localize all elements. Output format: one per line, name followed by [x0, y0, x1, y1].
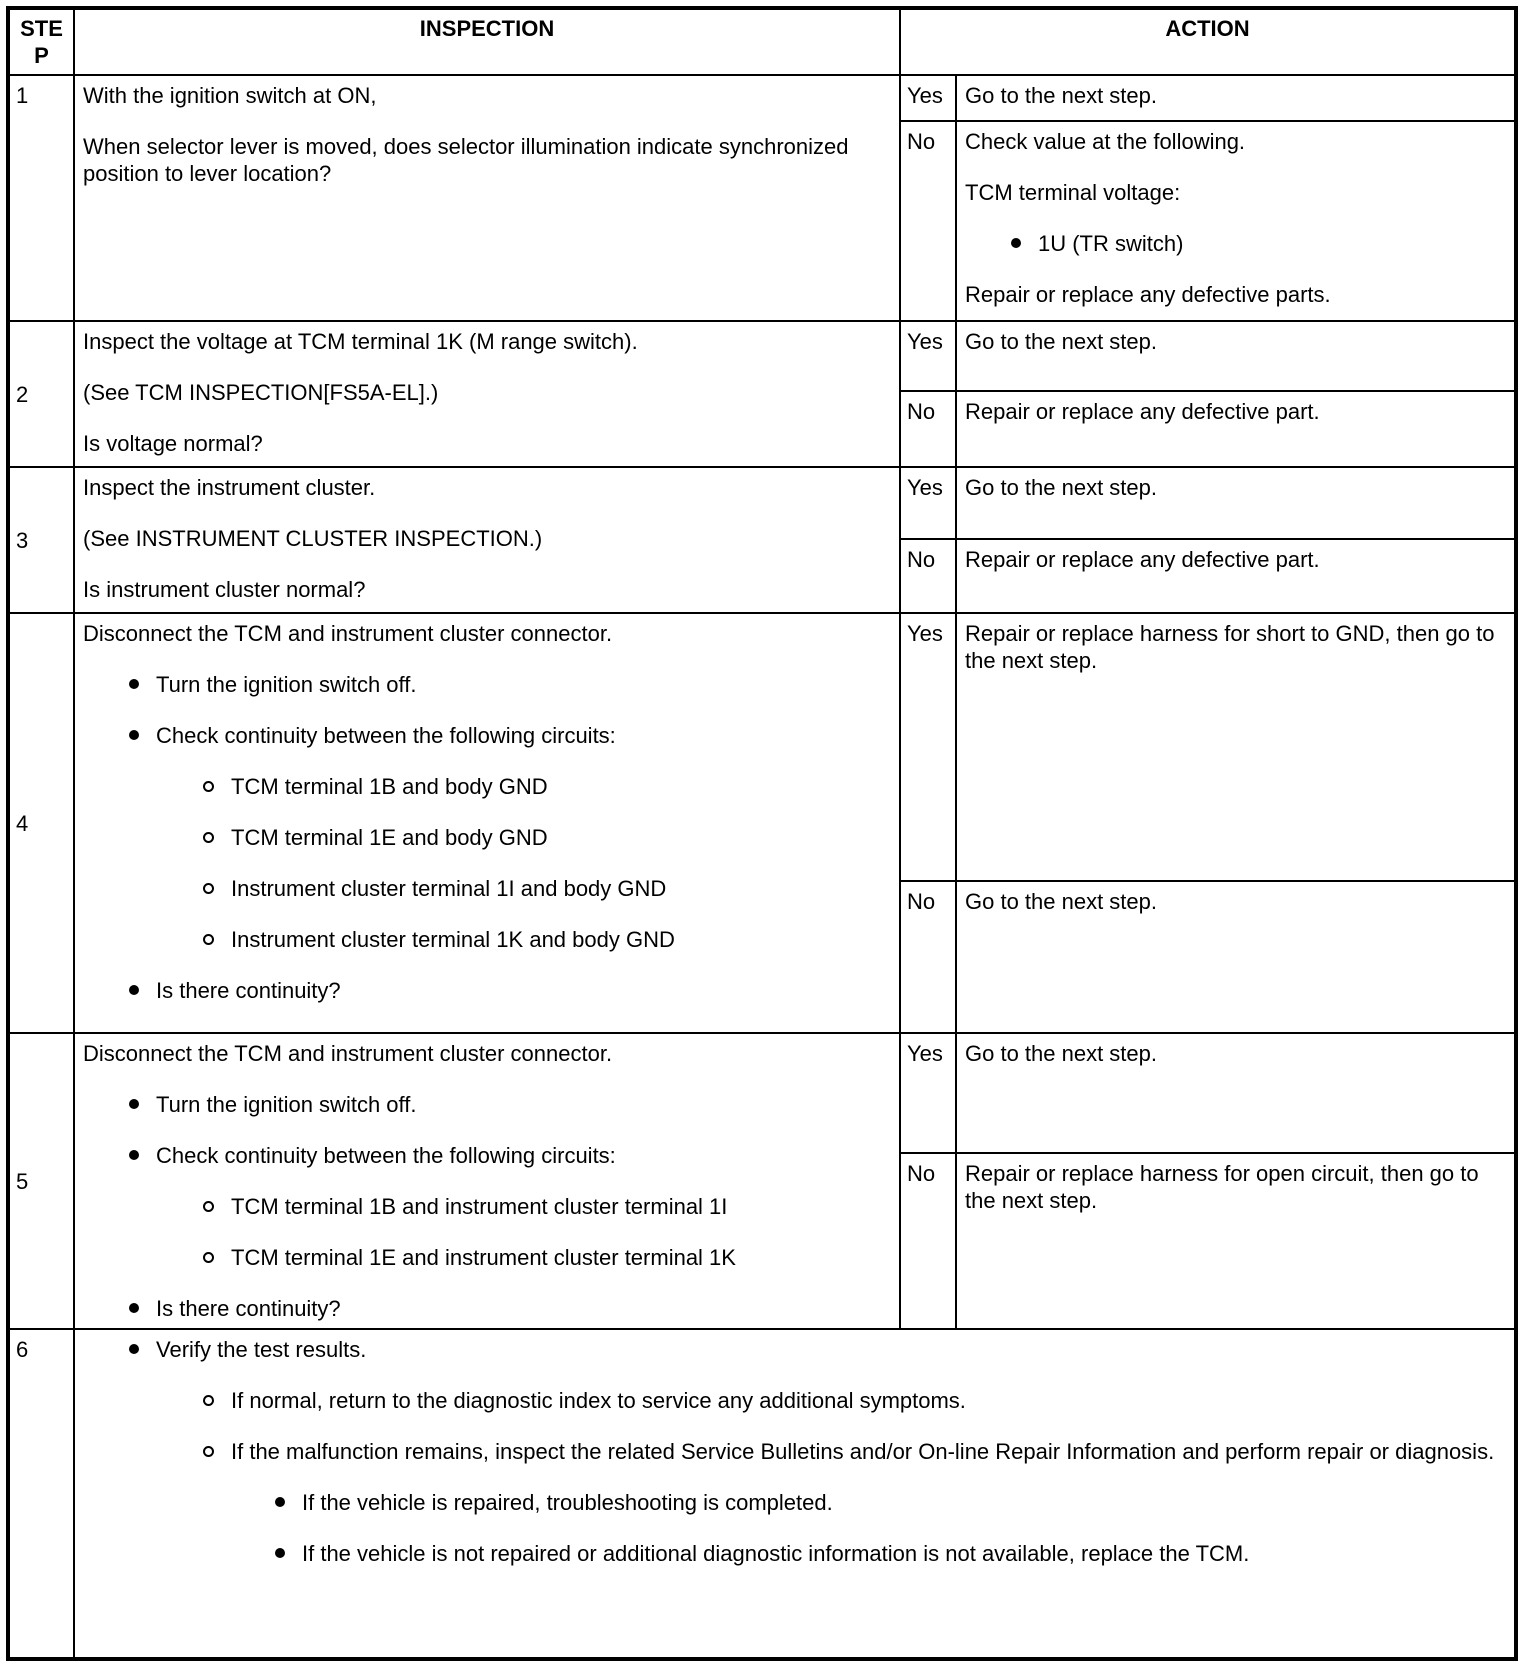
inspection-content — [83, 620, 891, 1004]
yes-action-content — [965, 474, 1506, 501]
inspection-cell — [74, 467, 900, 613]
inspection-bullet-item — [83, 926, 891, 953]
inspection-text: Is there continuity? — [156, 978, 341, 1003]
troubleshooting-table — [6, 6, 1518, 1661]
no-action-bullet-item — [965, 230, 1506, 257]
no-label-cell: No — [900, 391, 956, 467]
step-row-yes — [8, 613, 1516, 881]
no-action-text: Repair or replace any defective part. — [965, 399, 1320, 424]
filled-bullet-icon — [129, 679, 139, 689]
header-action: ACTION — [900, 8, 1516, 75]
no-action-cell — [956, 881, 1516, 1033]
no-action-content — [965, 1160, 1506, 1214]
inspection-content — [83, 82, 891, 187]
inspection-bullet-item — [83, 977, 891, 1004]
table-header — [8, 8, 1516, 75]
filled-bullet-icon — [129, 1344, 139, 1354]
inspection-text: Turn the ignition switch off. — [156, 672, 417, 697]
no-action-text: TCM terminal voltage: — [965, 180, 1181, 205]
no-label-cell: No — [900, 881, 956, 1033]
inspection-content — [83, 474, 891, 603]
no-action-content — [965, 128, 1506, 308]
filled-bullet-icon — [129, 1150, 139, 1160]
inspection-paragraph — [83, 133, 891, 187]
step-number-cell: 5 — [8, 1033, 74, 1329]
no-action-paragraph — [965, 888, 1506, 915]
inspection-cell — [74, 321, 900, 467]
inspection-bullet-item — [83, 1295, 891, 1322]
verify-bullet-item — [83, 1438, 1506, 1465]
inspection-text: Turn the ignition switch off. — [156, 1092, 417, 1117]
step-number-cell: 1 — [8, 75, 74, 321]
yes-action-cell — [956, 321, 1516, 391]
no-action-paragraph — [965, 398, 1506, 425]
inspection-paragraph — [83, 328, 891, 355]
yes-action-text: Go to the next step. — [965, 83, 1158, 108]
step-row-yes — [8, 1033, 1516, 1153]
open-circle-bullet-icon — [203, 832, 214, 843]
inspection-paragraph — [83, 525, 891, 552]
verify-text: If the vehicle is not repaired or additional diagnostic information is not available, replace the TCM. — [302, 1541, 1250, 1566]
step-number-cell: 4 — [8, 613, 74, 1033]
step-row-final — [8, 1329, 1516, 1659]
yes-action-paragraph — [965, 328, 1506, 355]
inspection-bullet-item — [83, 875, 891, 902]
inspection-paragraph — [83, 379, 891, 406]
verify-text: If the vehicle is repaired, troubleshooting is completed. — [302, 1490, 833, 1515]
yes-action-content — [965, 1040, 1506, 1067]
inspection-bullet-item — [83, 773, 891, 800]
inspection-text: TCM terminal 1B and instrument cluster terminal 1I — [231, 1194, 728, 1219]
inspection-bullet-item — [83, 1091, 891, 1118]
yes-action-text: Go to the next step. — [965, 329, 1158, 354]
no-action-cell — [956, 539, 1516, 613]
open-circle-bullet-icon — [203, 1201, 214, 1212]
step-number-cell: 3 — [8, 467, 74, 613]
no-action-content — [965, 888, 1506, 915]
inspection-text: TCM terminal 1B and body GND — [231, 774, 548, 799]
inspection-text: TCM terminal 1E and body GND — [231, 825, 548, 850]
yes-action-content — [965, 82, 1506, 109]
inspection-text: Is voltage normal? — [83, 431, 263, 456]
table-body — [8, 75, 1516, 1659]
verify-bullet-item — [83, 1540, 1506, 1567]
yes-action-paragraph — [965, 1040, 1506, 1067]
inspection-text: Is instrument cluster normal? — [83, 577, 366, 602]
inspection-bullet-item — [83, 1244, 891, 1271]
filled-bullet-icon — [275, 1497, 285, 1507]
verify-bullet-item — [83, 1336, 1506, 1363]
no-action-text: Go to the next step. — [965, 889, 1158, 914]
inspection-bullet-item — [83, 722, 891, 749]
step-row-yes — [8, 75, 1516, 121]
no-action-text: Repair or replace any defective part. — [965, 547, 1320, 572]
header-inspection: INSPECTION — [74, 8, 900, 75]
inspection-cell — [74, 613, 900, 1033]
inspection-text: (See INSTRUMENT CLUSTER INSPECTION.) — [83, 526, 543, 551]
no-action-paragraph — [965, 546, 1506, 573]
no-action-paragraph — [965, 179, 1506, 206]
inspection-text: When selector lever is moved, does selector illumination indicate synchronized position to lever location? — [83, 134, 849, 186]
inspection-bullet-item — [83, 1142, 891, 1169]
no-label-cell: No — [900, 1153, 956, 1329]
open-circle-bullet-icon — [203, 1395, 214, 1406]
yes-label-cell: Yes — [900, 613, 956, 881]
inspection-text: Check continuity between the following circuits: — [156, 723, 616, 748]
inspection-text: With the ignition switch at ON, — [83, 83, 377, 108]
no-label-cell: No — [900, 539, 956, 613]
inspection-bullet-item — [83, 824, 891, 851]
filled-bullet-icon — [1011, 238, 1021, 248]
verify-text: If normal, return to the diagnostic index to service any additional symptoms. — [231, 1388, 966, 1413]
yes-action-cell — [956, 1033, 1516, 1153]
inspection-paragraph — [83, 576, 891, 603]
inspection-bullet-item — [83, 671, 891, 698]
no-label-cell: No — [900, 121, 956, 321]
no-action-content — [965, 398, 1506, 425]
yes-action-text: Repair or replace harness for short to GND, then go to the next step. — [965, 621, 1495, 673]
verify-bullet-item — [83, 1489, 1506, 1516]
inspection-text: Disconnect the TCM and instrument cluster connector. — [83, 1041, 613, 1066]
header-row — [8, 8, 1516, 75]
no-action-cell — [956, 1153, 1516, 1329]
filled-bullet-icon — [129, 985, 139, 995]
inspection-text: Instrument cluster terminal 1I and body GND — [231, 876, 667, 901]
filled-bullet-icon — [129, 1303, 139, 1313]
verify-content — [83, 1336, 1506, 1567]
inspection-cell — [74, 1033, 900, 1329]
open-circle-bullet-icon — [203, 1252, 214, 1263]
inspection-text: Instrument cluster terminal 1K and body GND — [231, 927, 675, 952]
no-action-cell — [956, 391, 1516, 467]
open-circle-bullet-icon — [203, 781, 214, 792]
step-number-cell: 6 — [8, 1329, 74, 1659]
inspection-bullet-item — [83, 1193, 891, 1220]
yes-action-cell — [956, 75, 1516, 121]
inspection-text: TCM terminal 1E and instrument cluster terminal 1K — [231, 1245, 736, 1270]
inspection-text: Check continuity between the following circuits: — [156, 1143, 616, 1168]
no-action-content — [965, 546, 1506, 573]
inspection-content — [83, 328, 891, 457]
yes-action-content — [965, 328, 1506, 355]
inspection-content — [83, 1040, 891, 1322]
filled-bullet-icon — [275, 1548, 285, 1558]
no-action-text: Repair or replace harness for open circuit, then go to the next step. — [965, 1161, 1479, 1213]
inspection-paragraph — [83, 82, 891, 109]
no-action-paragraph — [965, 1160, 1506, 1214]
yes-action-text: Go to the next step. — [965, 475, 1158, 500]
inspection-text: (See TCM INSPECTION[FS5A-EL].) — [83, 380, 439, 405]
inspection-paragraph — [83, 474, 891, 501]
inspection-text: Inspect the voltage at TCM terminal 1K (M range switch). — [83, 329, 638, 354]
yes-action-content — [965, 620, 1506, 674]
inspection-text: Inspect the instrument cluster. — [83, 475, 376, 500]
step-row-yes — [8, 321, 1516, 391]
step-row-yes — [8, 467, 1516, 539]
verify-results-cell — [74, 1329, 1516, 1659]
no-action-paragraph — [965, 128, 1506, 155]
yes-action-cell — [956, 613, 1516, 881]
inspection-text: Is there continuity? — [156, 1296, 341, 1321]
inspection-paragraph — [83, 620, 891, 647]
verify-bullet-item — [83, 1387, 1506, 1414]
yes-label-cell: Yes — [900, 321, 956, 391]
yes-label-cell: Yes — [900, 467, 956, 539]
open-circle-bullet-icon — [203, 883, 214, 894]
yes-action-paragraph — [965, 620, 1506, 674]
no-action-text: 1U (TR switch) — [1038, 231, 1184, 256]
step-number-cell: 2 — [8, 321, 74, 467]
yes-action-cell — [956, 467, 1516, 539]
yes-action-paragraph — [965, 474, 1506, 501]
header-step: STEP — [8, 8, 74, 75]
verify-text: If the malfunction remains, inspect the related Service Bulletins and/or On-line Repair Information and perform repair or diagnosis. — [231, 1439, 1495, 1464]
no-action-text: Check value at the following. — [965, 129, 1246, 154]
open-circle-bullet-icon — [203, 934, 214, 945]
open-circle-bullet-icon — [203, 1446, 214, 1457]
yes-action-paragraph — [965, 82, 1506, 109]
inspection-paragraph — [83, 430, 891, 457]
inspection-text: Disconnect the TCM and instrument cluster connector. — [83, 621, 613, 646]
no-action-paragraph — [965, 281, 1506, 308]
yes-label-cell: Yes — [900, 75, 956, 121]
filled-bullet-icon — [129, 730, 139, 740]
yes-label-cell: Yes — [900, 1033, 956, 1153]
yes-action-text: Go to the next step. — [965, 1041, 1158, 1066]
inspection-paragraph — [83, 1040, 891, 1067]
no-action-cell — [956, 121, 1516, 321]
no-action-text: Repair or replace any defective parts. — [965, 282, 1331, 307]
filled-bullet-icon — [129, 1099, 139, 1109]
verify-text: Verify the test results. — [156, 1337, 367, 1362]
inspection-cell — [74, 75, 900, 321]
